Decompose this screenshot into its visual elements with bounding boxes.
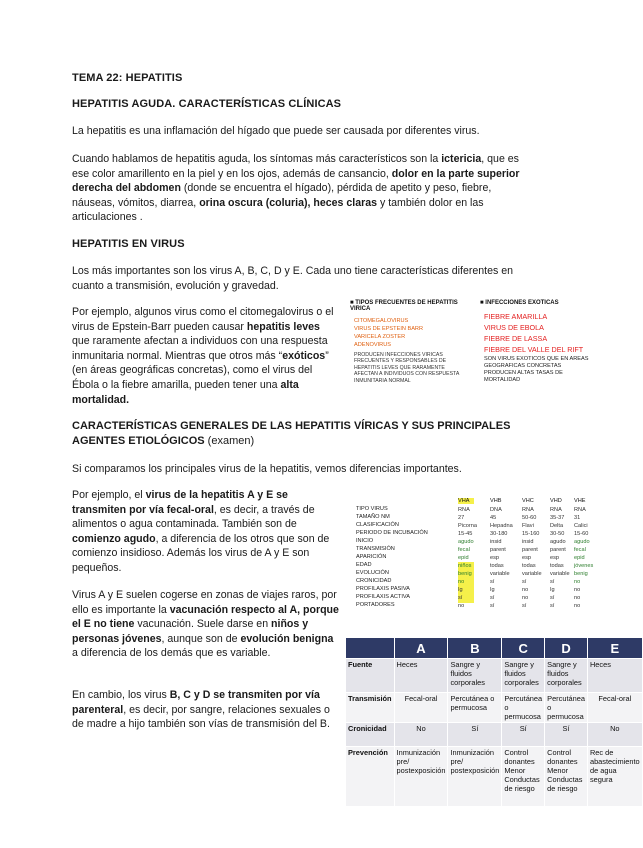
comparison-row-label: CRONICIDAD [356, 578, 392, 584]
comparison-cell: todas [550, 563, 564, 569]
comparison-cell: esp [550, 555, 560, 561]
row-label: Transmisión [346, 693, 395, 723]
comparison-cell: epid [574, 555, 585, 561]
section-heading: HEPATITIS EN VIRUS [72, 238, 185, 250]
comparison-cell: sí [522, 603, 527, 609]
comparison-cell: agudo [458, 539, 474, 545]
comparison-cell: 50-60 [522, 515, 537, 521]
comparison-cell: parent [490, 547, 506, 553]
comparison-cell: variable [522, 571, 542, 577]
table-cell: Inmunización pre/ postexposición [394, 747, 448, 807]
virus-name: CITOMEGALOVIRUS [354, 318, 409, 324]
virus-list [484, 311, 583, 355]
comparison-cell: Delta [550, 523, 564, 529]
column-header: A [394, 638, 448, 659]
comparison-cell: no [574, 579, 581, 585]
comparison-row-label: PERIODO DE INCUBACIÓN [356, 530, 428, 536]
paragraph: Los más importantes son los virus A, B, C, D y E. Cada uno tiene características diferentes en cuanto a transmisión, evolución y gravedad. [72, 265, 514, 292]
comparison-row-label: EDAD [356, 562, 372, 568]
comparison-cell: esp [522, 555, 532, 561]
comparison-row-label: PORTADORES [356, 602, 395, 608]
comparison-cell: sí [458, 594, 474, 603]
comparison-cell: Ig [490, 587, 495, 593]
comparison-cell: Calici [574, 523, 588, 529]
comparison-cell: sí [550, 595, 555, 601]
comparison-cell: benig [458, 570, 474, 579]
box-title: ■ INFECCIONES EXOTICAS [480, 300, 559, 306]
table-cell: Sangre y fluidos corporales [545, 659, 588, 693]
comparison-cell: Ig [550, 587, 555, 593]
table-cell: Heces [587, 659, 642, 693]
section-heading: HEPATITIS AGUDA. CARACTERÍSTICAS CLÍNICAS [72, 98, 342, 110]
comparison-column-header: VHC [522, 498, 534, 504]
column-header: C [502, 638, 545, 659]
comparison-row-label: TAMAÑO NM [356, 514, 390, 520]
paragraph: La hepatitis es una inflamación del hígado que puede ser causada por diferentes virus. [72, 125, 480, 137]
paragraph: Virus A y E suelen cogerse en zonas de viajes raros, por ello es importante la vacunación respecto al A, porque el E no tiene vacunación. Suele darse en niños y personas jóvenes, aunque son de evolución benigna a diferencia de los demás que es variable. [72, 589, 339, 660]
comparison-cell: fecal [458, 547, 470, 553]
table-header-corner [346, 638, 395, 659]
table-cell: Control donantes Menor Conductas de riesgo [502, 747, 545, 807]
column-header: E [587, 638, 642, 659]
comparison-cell: variable [550, 571, 570, 577]
comparison-cell: insid [490, 539, 502, 545]
comparison-column-header: VHD [550, 498, 562, 504]
virus-name: ADENOVIRUS [354, 342, 391, 348]
comparison-cell: no [522, 587, 529, 593]
comparison-cell: epid [458, 555, 469, 561]
heading-line [72, 434, 532, 449]
table-cell: Control donantes Menor Conductas de riesgo [545, 747, 588, 807]
comparison-row [350, 602, 581, 611]
column-header: D [545, 638, 588, 659]
comparison-cell: 27 [458, 515, 465, 521]
table-row [346, 747, 643, 807]
comparison-cell: RNA [550, 507, 562, 513]
comparison-cell: sí [550, 579, 555, 585]
comparison-cell: parent [550, 547, 566, 553]
page-title: TEMA 22: HEPATITIS [72, 72, 183, 84]
paragraph: Si comparamos los principales virus de la hepatitis, vemos diferencias importantes. [72, 463, 462, 475]
comparison-cell: sí [490, 603, 495, 609]
table-cell: Percutánea o permucosa [448, 693, 502, 723]
comparison-cell: todas [522, 563, 536, 569]
table-cell: Sangre y fluidos corporales [502, 659, 545, 693]
column-header: B [448, 638, 502, 659]
virus-name: VARICELA ZOSTER [354, 334, 406, 340]
table-cell: Sí [545, 723, 588, 747]
comparison-row-label: INICIO [356, 538, 374, 544]
comparison-cell: esp [490, 555, 500, 561]
row-label: Fuente [346, 659, 395, 693]
frequent-hepatitis-box [350, 298, 468, 398]
row-label: Cronicidad [346, 723, 395, 747]
comparison-cell: parent [522, 547, 538, 553]
comparison-cell: 31 [574, 515, 581, 521]
comparison-cell: 15-160 [522, 531, 540, 537]
comparison-cell: 30-180 [490, 531, 508, 537]
comparison-row-label: TRANSMISIÓN [356, 546, 395, 552]
table-cell: Heces [394, 659, 448, 693]
virus-name: FIEBRE DE LASSA [484, 334, 548, 343]
comparison-cell: 15-60 [574, 531, 589, 537]
comparison-cell: benig [574, 571, 588, 577]
virus-name: FIEBRE AMARILLA [484, 312, 548, 321]
section-heading [72, 419, 532, 449]
comparison-cell: niños [458, 562, 474, 571]
box-title: ■ TIPOS FRECUENTES DE HEPATITIS VIRICA [350, 300, 458, 312]
comparison-cell: no [458, 603, 465, 609]
comparison-row-label: CLASIFICACIÓN [356, 522, 399, 528]
comparison-cell: Picorna [458, 523, 477, 529]
table-row [346, 693, 643, 723]
table-cell: Sangre y fluidos corporales [448, 659, 502, 693]
table-header-row [346, 638, 643, 659]
table-cell: No [587, 723, 642, 747]
comparison-row-label: PROFILAXIS ACTIVA [356, 594, 410, 600]
comparison-row-label: TIPO VIRUS [356, 506, 388, 512]
comparison-cell: 30-50 [550, 531, 565, 537]
comparison-cell: jóvenes [574, 563, 594, 569]
virus-name: VIRUS DE EBOLA [484, 323, 544, 332]
comparison-cell: sí [522, 579, 527, 585]
comparison-cell: agudo [574, 539, 590, 545]
exotic-infections-box [480, 298, 592, 398]
comparison-cell: Hepadna [490, 523, 513, 529]
comparison-cell: sí [490, 579, 495, 585]
table-cell: Rec de abastecimiento de agua segura [587, 747, 642, 807]
comparison-cell: insid [522, 539, 534, 545]
comparison-cell: 35-37 [550, 515, 565, 521]
comparison-cell: sí [550, 603, 555, 609]
comparison-cell: no [574, 603, 581, 609]
box-note: SON VIRUS EXOTICOS QUE EN AREAS GEOGRAFICAS CONCRETAS PRODUCEN ALTAS TASAS DE MORTALIDAD [484, 356, 589, 383]
heading-part: AGENTES ETIOLÓGICOS [72, 434, 205, 447]
virus-comparison-table [350, 494, 594, 610]
table-cell: Percutánea o permucosa [502, 693, 545, 723]
paragraph: Por ejemplo, el virus de la hepatitis A y E se transmiten por vía fecal-oral, es decir, a través de alimentos o agua contaminada. También son de comienzo agudo, a diferencia de los otros que son de comienzo insidioso. Además los virus de A y E son pequeños. [72, 489, 330, 574]
comparison-cell: no [574, 595, 581, 601]
comparison-row-label: EVOLUCIÓN [356, 570, 389, 576]
table-cell: Inmunización pre/ postexposición [448, 747, 502, 807]
row-label: Prevención [346, 747, 395, 807]
heading-line: CARACTERÍSTICAS GENERALES DE LAS HEPATITIS VÍRICAS Y SUS PRINCIPALES [72, 420, 511, 432]
table-cell: Fecal-oral [587, 693, 642, 723]
comparison-column-header: VHE [574, 498, 586, 504]
table-row [346, 723, 643, 747]
comparison-column-header: VHB [490, 498, 502, 504]
comparison-cell: no [574, 587, 581, 593]
comparison-cell: agudo [550, 539, 566, 545]
comparison-row-label: APARICIÓN [356, 554, 387, 560]
paragraph: En cambio, los virus B, C y D se transmiten por vía parenteral, es decir, por sangre, relaciones sexuales o de madre a hijo también son vías de transmisión del B. [72, 689, 330, 731]
comparison-column-header: VHA [458, 498, 474, 504]
virus-name: VIRUS DE EPSTEIN BARR [354, 326, 424, 332]
comparison-cell: Flavi [522, 523, 534, 529]
comparison-cell: 45 [490, 515, 497, 521]
hepatitis-table [345, 637, 643, 807]
comparison-cell: no [458, 578, 474, 587]
table-cell: Sí [448, 723, 502, 747]
comparison-cell: no [522, 595, 529, 601]
comparison-cell: RNA [522, 507, 534, 513]
comparison-cell: RNA [458, 507, 470, 513]
paragraph: Cuando hablamos de hepatitis aguda, los síntomas más característicos son la ictericia, que es ese color amarillento en la piel y en los ojos, además de cansancio, dolor en la parte superior derecha del abdomen (donde se encuentra el hígado), pérdida de apetito y peso, fiebre, náuseas, vómitos, diarrea, orina oscura (coluria), heces claras y también dolor en las articulaciones . [72, 153, 520, 224]
paragraph: Por ejemplo, algunos virus como el citomegalovirus o el virus de Epstein-Barr pueden causar hepatitis leves que raramente afectan a individuos con una respuesta inmunitaria normal. Mientras que otros más “exóticos” (en áreas geográficas concretas), como el virus del Ébola o la fiebre amarilla, pueden tener una alta mortalidad. [72, 306, 334, 406]
comparison-cell: 15-45 [458, 531, 473, 537]
comparison-cell: fecal [574, 547, 586, 553]
table-row [346, 659, 643, 693]
comparison-row-label: PROFILAXIS PASIVA [356, 586, 410, 592]
table-cell: Sí [502, 723, 545, 747]
comparison-cell: variable [490, 571, 510, 577]
comparison-cell: todas [490, 563, 504, 569]
comparison-cell: RNA [574, 507, 586, 513]
table-cell: Percutánea o permucosa [545, 693, 588, 723]
box-note: PRODUCEN INFECCIONES VIRICAS FRECUENTES Y RESPONSABLES DE HEPATITIS LEVES QUE RARAMENTE AFECTAN A INDIVIDUOS CON RESPUESTA INMUNITARIA NORMAL [354, 352, 460, 384]
comparison-cell: Ig [458, 586, 474, 595]
table-cell: Fecal-oral [394, 693, 448, 723]
virus-name: FIEBRE DEL VALLE DEL RIFT [484, 345, 584, 354]
comparison-cell: DNA [490, 507, 502, 513]
heading-note: (examen) [204, 434, 255, 447]
comparison-cell: sí [490, 595, 495, 601]
table-cell: No [394, 723, 448, 747]
